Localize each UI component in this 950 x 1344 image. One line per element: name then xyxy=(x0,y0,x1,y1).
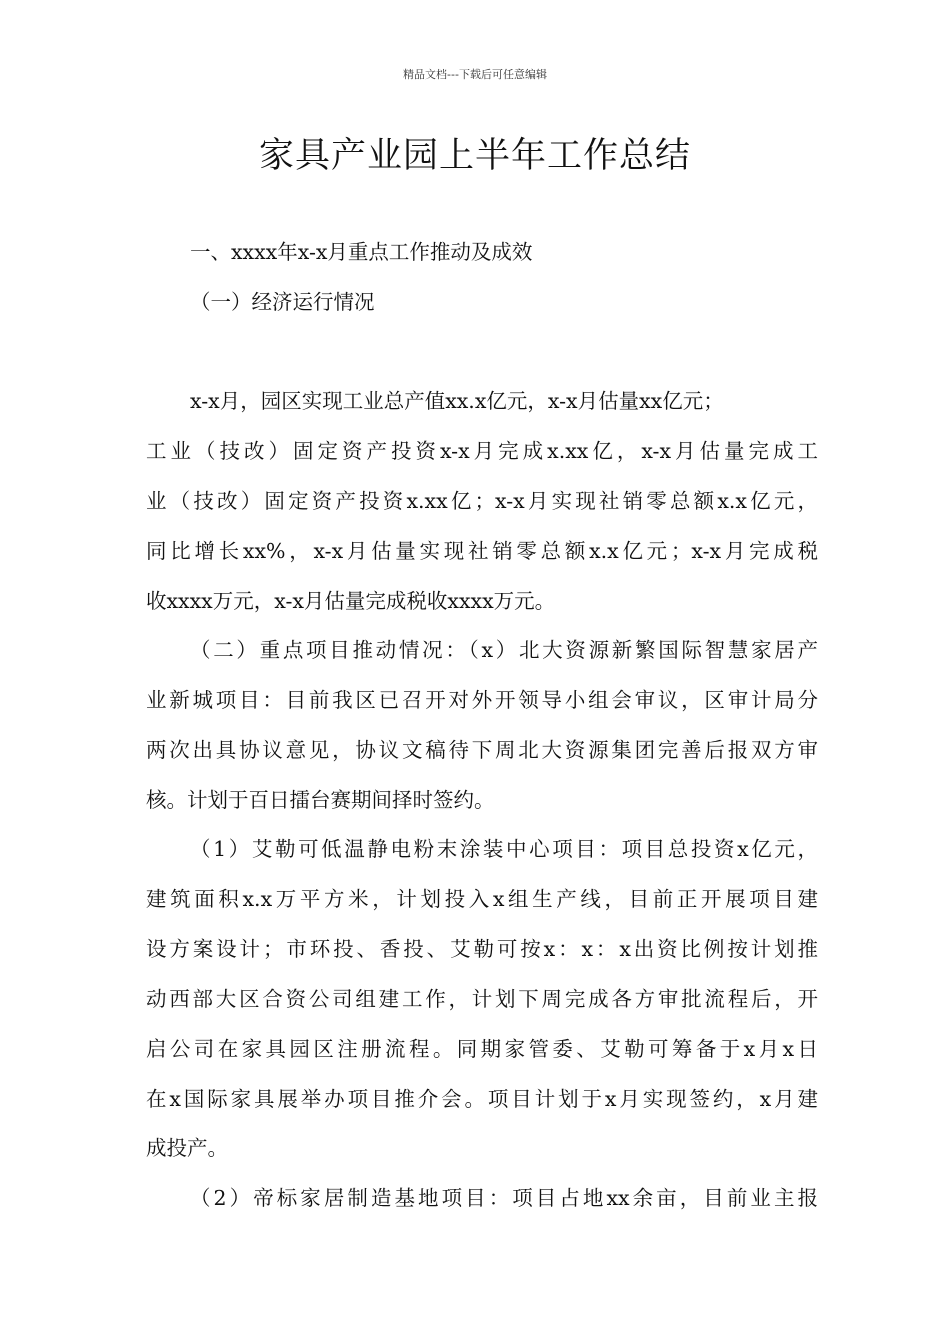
page-title: 家具产业园上半年工作总结 xyxy=(258,136,691,176)
header-note: 精品文档---下载后可任意编辑 xyxy=(403,68,547,81)
paragraph-line: 动西部大区合资公司组建工作，计划下周完成各方审批流程后，开 xyxy=(146,987,818,1011)
paragraph-line: x-x月，园区实现工业总产值xx.x亿元，x-x月估量xx亿元； xyxy=(190,389,724,413)
paragraph-line: 成投产。 xyxy=(146,1136,228,1160)
section-heading: 一、xxxx年x-x月重点工作推动及成效 xyxy=(190,240,533,264)
paragraph-line: 收xxxx万元，x-x月估量完成税收xxxx万元。 xyxy=(146,589,556,613)
paragraph-line: （二）重点项目推动情况：（x）北大资源新繁国际智慧家居产 xyxy=(190,638,818,662)
paragraph-line: 启公司在家具园区注册流程。同期家管委、艾勒可筹备于x月x日 xyxy=(146,1037,818,1061)
paragraph-line: 核。计划于百日擂台赛期间择时签约。 xyxy=(146,788,495,812)
paragraph-line: 两次出具协议意见，协议文稿待下周北大资源集团完善后报双方审 xyxy=(146,738,818,762)
paragraph-line: 建筑面积x.x万平方米，计划投入x组生产线，目前正开展项目建 xyxy=(146,887,818,911)
paragraph-line: 业（技改）固定资产投资x.xx亿；x-x月实现社销零总额x.x亿元， xyxy=(146,489,818,513)
paragraph-line: 在x国际家具展举办项目推介会。项目计划于x月实现签约，x月建 xyxy=(146,1087,818,1111)
subsection-heading: （一）经济运行情况 xyxy=(190,290,375,314)
paragraph-line: 设方案设计；市环投、香投、艾勒可按x：x：x出资比例按计划推 xyxy=(146,937,818,961)
paragraph-line: （2）帝标家居制造基地项目：项目占地xx余亩，目前业主报 xyxy=(190,1186,818,1210)
paragraph-line: （1）艾勒可低温静电粉末涂装中心项目：项目总投资x亿元， xyxy=(190,837,818,861)
paragraph-line: 业新城项目：目前我区已召开对外开领导小组会审议，区审计局分 xyxy=(146,688,818,712)
paragraph-line: 工业（技改）固定资产投资x-x月完成x.xx亿，x-x月估量完成工 xyxy=(146,439,818,463)
paragraph-line: 同比增长xx%，x-x月估量实现社销零总额x.x亿元；x-x月完成税 xyxy=(146,539,818,563)
